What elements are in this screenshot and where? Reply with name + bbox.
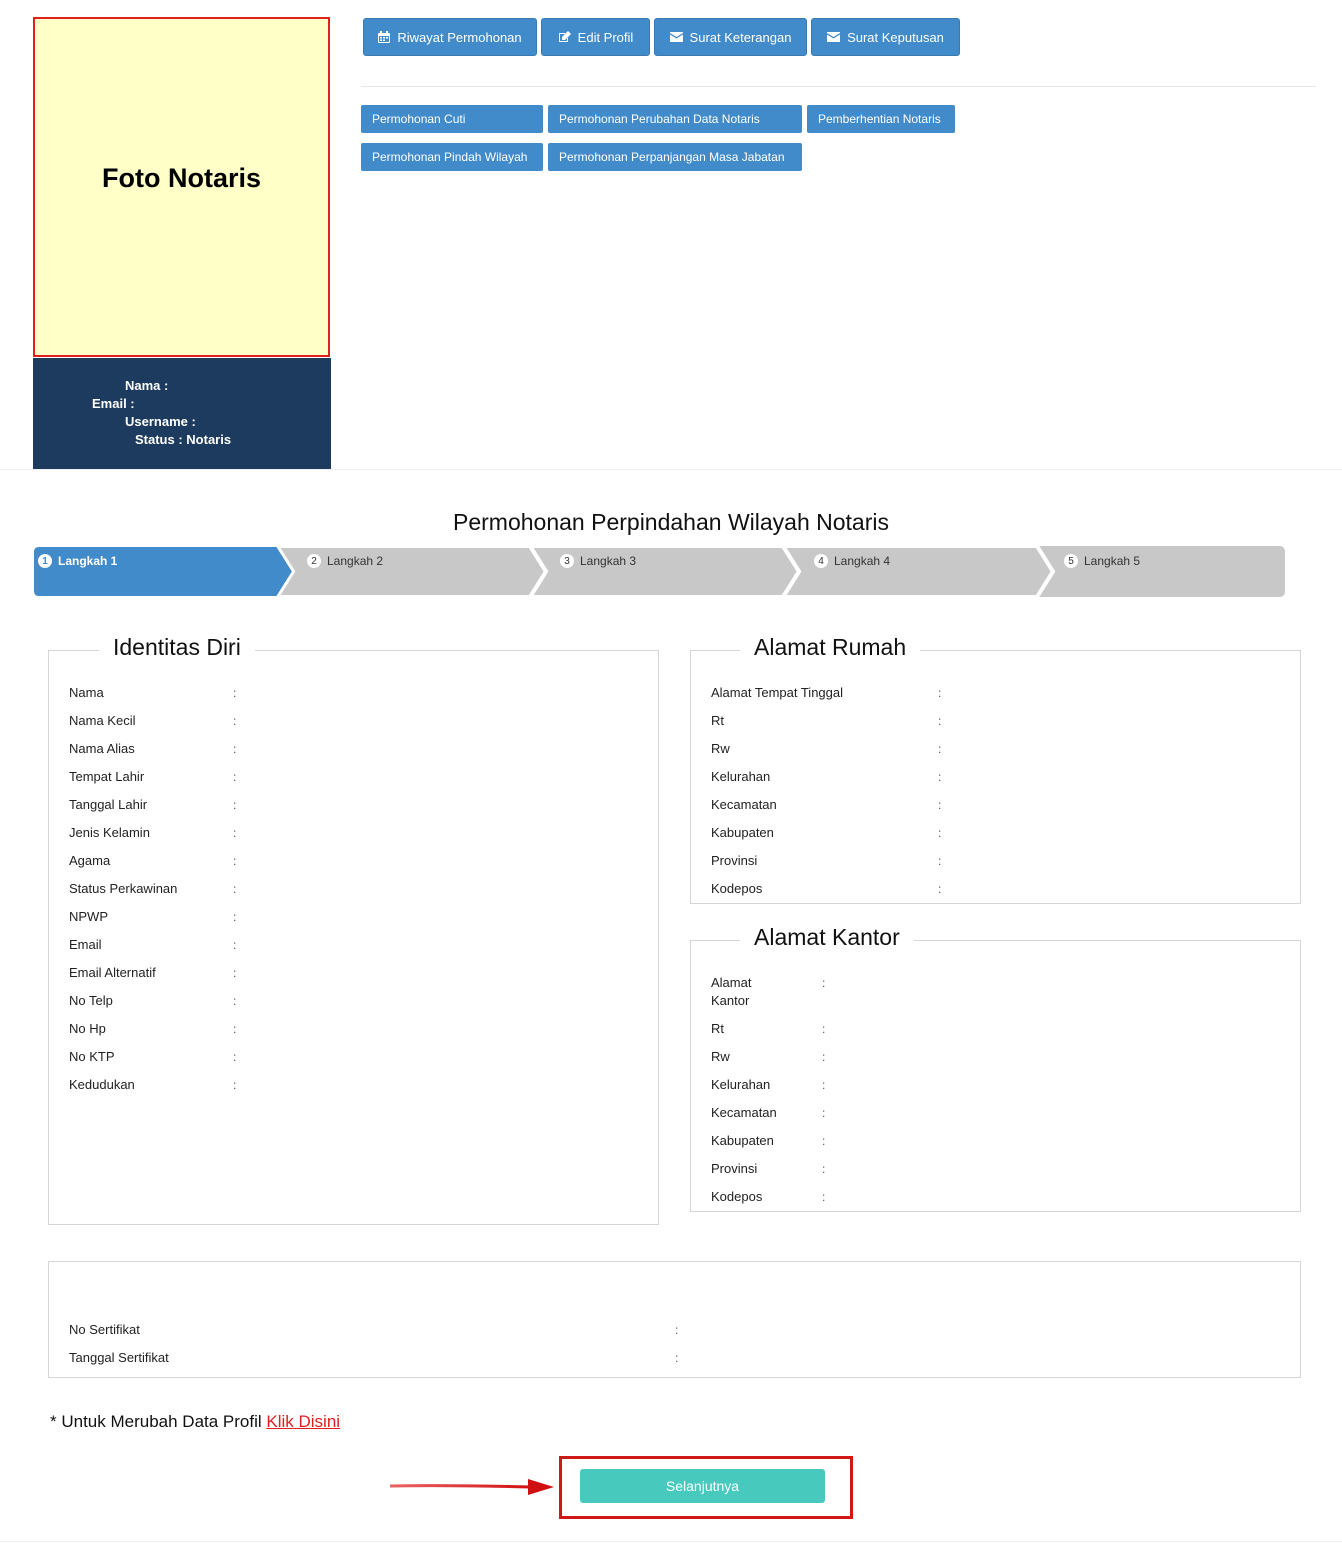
field-colon: :	[233, 882, 237, 896]
field-colon: :	[233, 966, 237, 980]
field-label: No Telp	[69, 993, 113, 1008]
edit-profil-label: Edit Profil	[577, 29, 634, 45]
field-colon: :	[233, 1050, 237, 1064]
field-label: Alamat Tempat Tinggal	[711, 685, 843, 700]
field-colon: :	[675, 1351, 679, 1365]
pemberhentian-notaris-button[interactable]	[807, 105, 955, 133]
field-colon: :	[938, 826, 942, 840]
field-label: Email Alternatif	[69, 965, 156, 980]
step-wizard	[33, 546, 1285, 597]
surat-keterangan-label: Surat Keterangan	[689, 29, 792, 45]
field-label: Nama	[69, 685, 104, 700]
field-label: Kecamatan	[711, 1105, 777, 1120]
envelope-icon	[827, 32, 840, 42]
field-label: NPWP	[69, 909, 108, 924]
alamat-kantor-panel	[690, 940, 1301, 1212]
step-5-number: 5	[1064, 554, 1078, 568]
field-colon: :	[233, 714, 237, 728]
profile-status-label: Status :	[135, 432, 183, 447]
field-label: Kodepos	[711, 1189, 763, 1204]
field-colon: :	[822, 1050, 826, 1064]
field-label: No Sertifikat	[69, 1322, 140, 1337]
field-label: Kodepos	[711, 881, 763, 896]
field-label: Provinsi	[711, 853, 758, 868]
field-colon: :	[233, 938, 237, 952]
field-colon: :	[822, 1078, 826, 1092]
profile-email: Email :	[92, 396, 135, 411]
field-label: Kabupaten	[711, 825, 774, 840]
note-text: * Untuk Merubah Data Profil	[50, 1412, 267, 1431]
surat-keputusan-label: Surat Keputusan	[847, 29, 944, 45]
field-colon: :	[822, 1190, 826, 1204]
field-label: Rw	[711, 741, 730, 756]
riwayat-permohonan-button[interactable]	[363, 18, 537, 56]
step-4-label: Langkah 4	[834, 554, 891, 568]
identitas-diri-panel	[48, 650, 659, 1225]
profile-username: Username :	[125, 414, 196, 429]
field-label: Agama	[69, 853, 111, 868]
step-2[interactable]	[307, 554, 383, 568]
field-label: Rt	[711, 713, 724, 728]
field-colon: :	[233, 1022, 237, 1036]
step-2-label: Langkah 2	[327, 554, 384, 568]
permohonan-perubahan-data-label: Permohonan Perubahan Data Notaris	[559, 112, 760, 126]
step-1-label: Langkah 1	[58, 554, 118, 568]
field-label: Nama Alias	[69, 741, 135, 756]
field-colon: :	[233, 910, 237, 924]
step-1-number: 1	[38, 554, 52, 568]
permohonan-cuti-label: Permohonan Cuti	[372, 112, 466, 126]
bottom-divider	[0, 1541, 1342, 1542]
field-colon: :	[233, 770, 237, 784]
calendar-icon	[378, 31, 390, 43]
step-4[interactable]	[814, 554, 890, 568]
field-label: Tempat Lahir	[69, 769, 145, 784]
field-label: Kantor	[711, 993, 750, 1008]
field-label: Email	[69, 937, 102, 952]
field-label: Status Perkawinan	[69, 881, 178, 896]
field-colon: :	[233, 686, 237, 700]
field-colon: :	[938, 686, 942, 700]
field-colon: :	[233, 742, 237, 756]
profile-nama: Nama :	[125, 378, 169, 393]
field-label: Kedudukan	[69, 1077, 135, 1092]
step-3-label: Langkah 3	[580, 554, 637, 568]
field-colon: :	[822, 976, 826, 990]
pemberhentian-notaris-label: Pemberhentian Notaris	[818, 112, 941, 126]
identitas-diri-title: Identitas Diri	[99, 634, 255, 661]
field-label: Tanggal Lahir	[69, 797, 148, 812]
field-label: Kelurahan	[711, 769, 771, 784]
profile-status	[135, 432, 231, 447]
step-5-label: Langkah 5	[1084, 554, 1141, 568]
field-colon: :	[675, 1323, 679, 1337]
edit-icon	[558, 31, 571, 43]
field-colon: :	[822, 1162, 826, 1176]
field-colon: :	[938, 882, 942, 896]
surat-keterangan-button[interactable]	[654, 18, 807, 56]
edit-profile-note	[50, 1412, 340, 1432]
step-1[interactable]	[38, 554, 117, 568]
photo-placeholder-text: Foto Notaris	[102, 162, 261, 193]
field-label: No KTP	[69, 1049, 115, 1064]
alamat-rumah-title: Alamat Rumah	[740, 634, 920, 661]
field-colon: :	[822, 1134, 826, 1148]
field-label: No Hp	[69, 1021, 106, 1036]
klik-disini-link[interactable]: Klik Disini	[266, 1412, 341, 1431]
field-label: Rt	[711, 1021, 724, 1036]
field-colon: :	[233, 1078, 237, 1092]
field-label: Jenis Kelamin	[69, 825, 150, 840]
field-label: Alamat	[711, 975, 752, 990]
permohonan-cuti-button[interactable]	[361, 105, 543, 133]
field-label: Kabupaten	[711, 1133, 774, 1148]
field-label: Kelurahan	[711, 1077, 771, 1092]
profile-status-value: Notaris	[186, 432, 232, 447]
alamat-kantor-title: Alamat Kantor	[740, 924, 914, 951]
field-colon: :	[233, 826, 237, 840]
profile-photo	[33, 17, 330, 357]
section-divider	[0, 469, 1342, 470]
field-colon: :	[938, 798, 942, 812]
field-colon: :	[938, 770, 942, 784]
step-2-number: 2	[307, 554, 321, 568]
field-label: Rw	[711, 1049, 730, 1064]
field-colon: :	[822, 1022, 826, 1036]
field-colon: :	[938, 714, 942, 728]
step-3[interactable]	[560, 554, 636, 568]
field-label: Nama Kecil	[69, 713, 136, 728]
permohonan-pindah-wilayah-button[interactable]	[361, 143, 543, 171]
field-colon: :	[233, 994, 237, 1008]
field-colon: :	[233, 854, 237, 868]
field-colon: :	[938, 854, 942, 868]
step-4-number: 4	[814, 554, 828, 568]
permohonan-perubahan-data-button[interactable]	[548, 105, 802, 133]
field-label: Provinsi	[711, 1161, 758, 1176]
step-3-number: 3	[560, 554, 574, 568]
edit-profil-button[interactable]	[541, 18, 650, 56]
profile-card	[33, 358, 331, 469]
step-5[interactable]	[1064, 554, 1140, 568]
field-colon: :	[938, 742, 942, 756]
arrow-right-icon	[388, 1474, 558, 1498]
field-label: Kecamatan	[711, 797, 777, 812]
page-title: Permohonan Perpindahan Wilayah Notaris	[453, 509, 889, 535]
permohonan-perpanjangan-button[interactable]	[548, 143, 802, 171]
divider	[361, 86, 1316, 87]
field-colon: :	[822, 1106, 826, 1120]
permohonan-perpanjangan-label: Permohonan Perpanjangan Masa Jabatan	[559, 150, 785, 164]
field-colon: :	[233, 798, 237, 812]
selanjutnya-button[interactable]: Selanjutnya	[580, 1469, 825, 1503]
riwayat-permohonan-label: Riwayat Permohonan	[397, 29, 522, 45]
field-label: Tanggal Sertifikat	[69, 1350, 169, 1365]
permohonan-pindah-wilayah-label: Permohonan Pindah Wilayah	[372, 150, 528, 164]
envelope-icon	[670, 32, 683, 42]
surat-keputusan-button[interactable]	[811, 18, 960, 56]
